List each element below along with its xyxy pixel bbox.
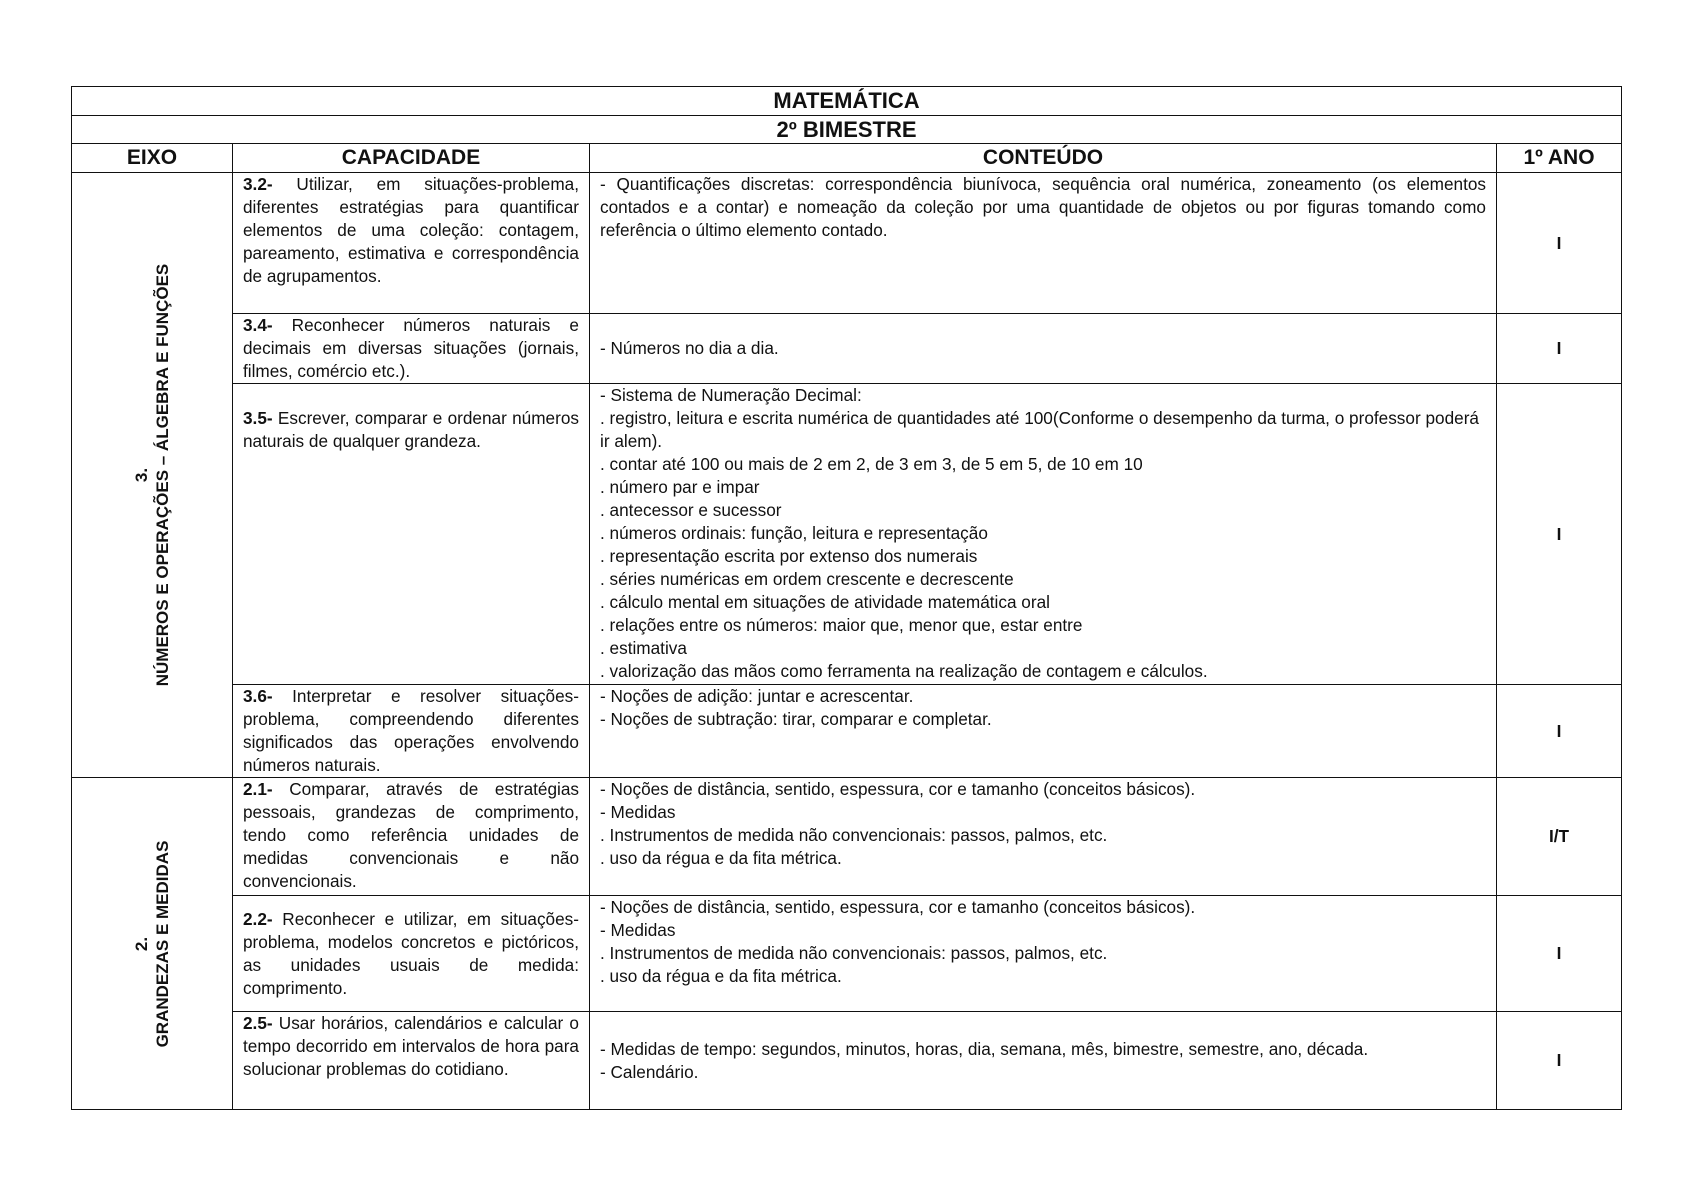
capacidade-cell [233, 896, 590, 1012]
capacidade-cell [233, 173, 590, 314]
capacidade-code: 3.6- [243, 686, 273, 706]
ano-cell: I [1497, 173, 1622, 314]
conteudo-cell: - Noções de adição: juntar e acrescentar. - Noções de subtração: tirar, comparar e completar. [590, 685, 1497, 778]
capacidade-code: 2.5- [243, 1013, 273, 1033]
eixo-name: NÚMEROS E OPERAÇÕES – ÁLGEBRA E FUNÇÕES [153, 263, 172, 687]
capacidade-cell [233, 384, 590, 685]
conteudo-cell: - Sistema de Numeração Decimal: . registro, leitura e escrita numérica de quantidades até 100(Conforme o desempenho da turma, o professor poderá ir alem). . contar até 100 ou mais de 2 em 2, de 3 em 3, de 5 em 5, de 10 em 10 . número par e impar . antecessor e sucessor . números ordinais: função, leitura e representação . representação escrita por extenso dos numerais . séries numéricas em ordem crescente e decrescente . cálculo mental em situações de atividade matemática oral . relações entre os números: maior que, menor que, estar entre . estimativa . valorização das mãos como ferramenta na realização de contagem e cálculos. [590, 384, 1497, 685]
curriculum-table [71, 86, 1622, 1110]
capacidade-code: 3.4- [243, 315, 273, 335]
capacidade-code: 3.5- [243, 408, 273, 428]
conteudo-cell: - Noções de distância, sentido, espessura, cor e tamanho (conceitos básicos). - Medidas . Instrumentos de medida não convencionais: passos, palmos, etc. . uso da régua e da fita métrica. [590, 778, 1497, 896]
capacidade-text: Interpretar e resolver situações-problema, compreendendo diferentes significados das operações envolvendo números naturais. [243, 686, 579, 775]
header-conteudo: CONTEÚDO [590, 144, 1497, 173]
capacidade-text: Reconhecer e utilizar, em situações-problema, modelos concretos e pictóricos, as unidades usuais de medida: comprimento. [243, 908, 579, 998]
table-title: MATEMÁTICA [72, 87, 1622, 116]
capacidade-text: Utilizar, em situações-problema, diferentes estratégias para quantificar elementos de uma coleção: contagem, pareamento, estimativa e correspondência de agrupamentos. [243, 174, 579, 286]
header-eixo: EIXO [72, 144, 233, 173]
capacidade-code: 2.1- [243, 779, 273, 799]
conteudo-cell: - Quantificações discretas: correspondência biunívoca, sequência oral numérica, zoneamento (os elementos contados e a contar) e nomeação da coleção por uma quantidade de objetos ou por figuras tomando como referência o último elemento contado. [590, 173, 1497, 314]
conteudo-cell: - Medidas de tempo: segundos, minutos, horas, dia, semana, mês, bimestre, semestre, ano, década. - Calendário. [590, 1012, 1497, 1110]
ano-cell: I [1497, 1012, 1622, 1110]
capacidade-cell [233, 314, 590, 384]
capacidade-cell [233, 778, 590, 896]
eixo-number: 2. [132, 936, 151, 951]
conteudo-cell: - Noções de distância, sentido, espessura, cor e tamanho (conceitos básicos). - Medidas . Instrumentos de medida não convencionais: passos, palmos, etc. . uso da régua e da fita métrica. [590, 896, 1497, 1012]
capacidade-code: 2.2- [243, 908, 273, 929]
eixo-cell [72, 778, 233, 1110]
header-ano: 1º ANO [1497, 144, 1622, 173]
capacidade-cell [233, 1012, 590, 1110]
capacidade-text: Reconhecer números naturais e decimais em diversas situações (jornais, filmes, comércio etc.). [243, 315, 579, 381]
capacidade-code: 3.2- [243, 174, 273, 194]
capacidade-text: Comparar, através de estratégias pessoais, grandezas de comprimento, tendo como referência unidades de medidas convencionais e não convencionais. [243, 779, 579, 891]
eixo-name: GRANDEZAS E MEDIDAS [153, 840, 172, 1047]
ano-cell: I [1497, 314, 1622, 384]
capacidade-text: Usar horários, calendários e calcular o tempo decorrido em intervalos de hora para solucionar problemas do cotidiano. [243, 1013, 579, 1079]
conteudo-cell: - Números no dia a dia. [590, 314, 1497, 384]
eixo-cell [72, 173, 233, 778]
ano-cell: I [1497, 896, 1622, 1012]
ano-cell: I [1497, 384, 1622, 685]
table-subtitle: 2º BIMESTRE [72, 116, 1622, 144]
capacidade-text: Escrever, comparar e ordenar números naturais de qualquer grandeza. [243, 408, 579, 451]
ano-cell: I/T [1497, 778, 1622, 896]
ano-cell: I [1497, 685, 1622, 778]
capacidade-cell [233, 685, 590, 778]
eixo-number: 3. [132, 467, 151, 483]
header-capacidade: CAPACIDADE [233, 144, 590, 173]
